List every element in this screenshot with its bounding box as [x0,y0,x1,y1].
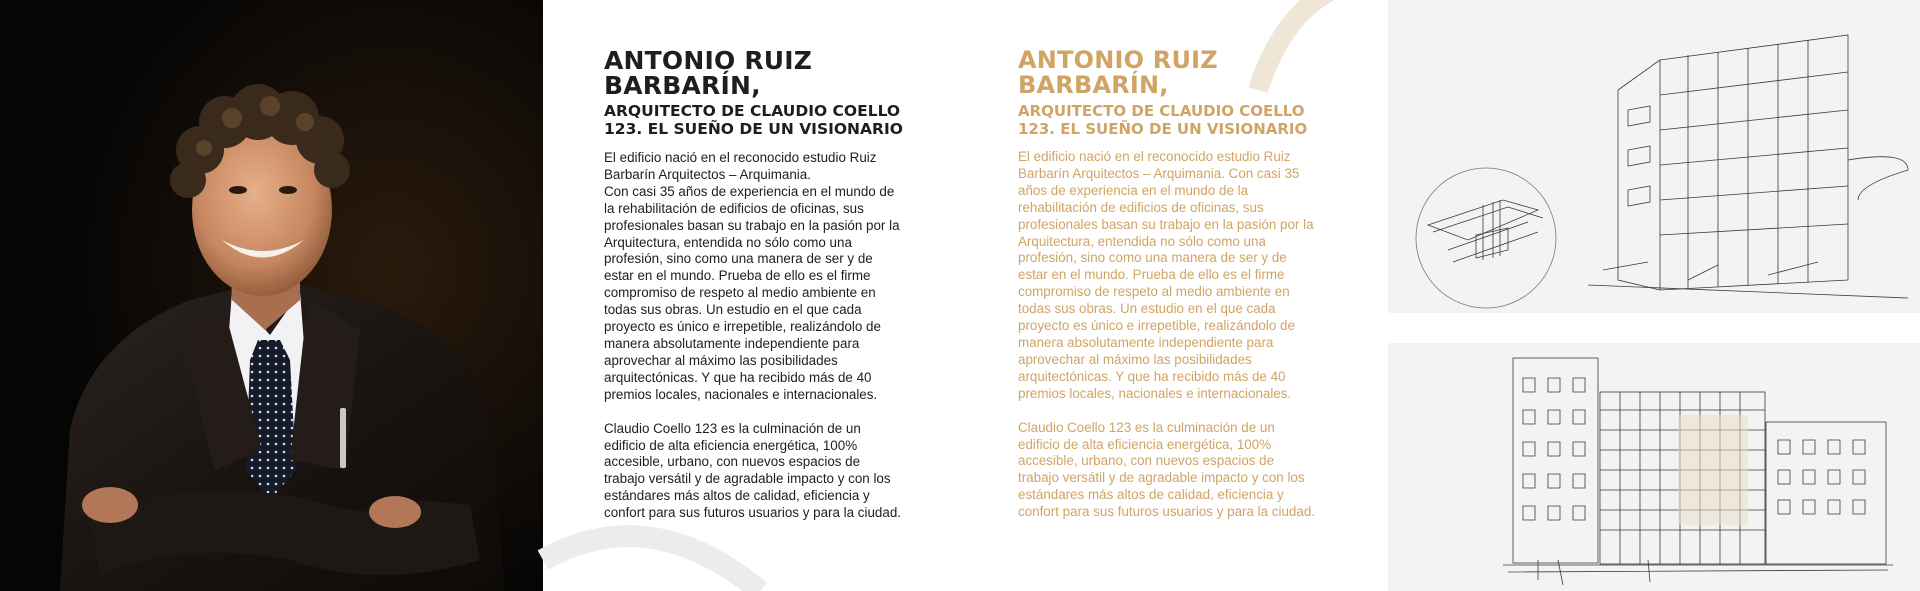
architect-name: ANTONIO RUIZ BARBARÍN, [1018,46,1218,99]
article-subtitle: ARQUITECTO DE CLAUDIO COELLO 123. EL SUEÑO DE UN VISIONARIO [604,102,903,138]
building-sketch-icon [1588,35,1908,298]
paragraph: Claudio Coello 123 es la culminación de un edificio de alta eficiencia energética, 100% accesible, urbano, con nuevos espacios de trabajo versátil y de agradable impacto y con los estándares más altos de calidad, eficiencia y confort para sus futuros usuarios y para la ciudad. [1018,419,1315,520]
paragraph: Claudio Coello 123 es la culminación de un edificio de alta eficiencia energética, 100% accesible, urbano, con nuevos espacios de trabajo versátil y de agradable impacto y con los estándares más altos de calidad, eficiencia y confort para sus futuros usuarios y para la ciudad. [604,420,901,521]
article-body [1018,149,1318,521]
paragraph: Con casi 35 años de experiencia en el mundo de la rehabilitación de edificios de oficinas, sus profesionales basan su trabajo en la pasión por la Arquitectura, entendida no sólo como una profesión, sino como una manera de ser y de estar en el mundo. Prueba de ello es el firme compromiso de respeto al medio ambiente en todas sus obras. Un estudio en el que cada proyecto es único e irrepetible, realizándolo de manera absolutamente independiente para aprovechar al máximo las posibilidades arquitectónicas. Y que ha recibido más de 40 premios locales, nacionales e internacionales. [604,183,900,402]
facade-sketch-icon [1503,358,1893,585]
paragraph: El edificio nació en el reconocido estudio Ruiz Barbarín Arquitectos – Arquimania. Con casi 35 años de experiencia en el mundo de la rehabilitación de edificios de oficinas, sus profesionales basan su trabajo en la pasión por la Arquitectura, entendida no sólo como una profesión, sino como una manera de ser y de estar en el mundo. Prueba de ello es el firme compromiso de respeto al medio ambiente en todas sus obras. Un estudio en el que cada proyecto es único e irrepetible, realizándolo de manera absolutamente independiente para aprovechar al máximo las posibilidades arquitectónicas. Y que ha recibido más de 40 premios locales, nacionales e internacionales. [1018,149,1314,401]
article-subtitle: ARQUITECTO DE CLAUDIO COELLO 123. EL SUEÑO DE UN VISIONARIO [1018,102,1308,138]
article-body [604,150,904,522]
portrait-photo [0,0,543,591]
sketch-panel [1388,0,1920,591]
architect-name: ANTONIO RUIZ BARBARÍN, [604,46,813,100]
article-gold [1018,48,1318,521]
article-dark [604,48,904,522]
paragraph: El edificio nació en el reconocido estudio Ruiz Barbarín Arquitectos – Arquimania. [604,150,877,182]
detail-sketch-icon [1416,168,1556,308]
